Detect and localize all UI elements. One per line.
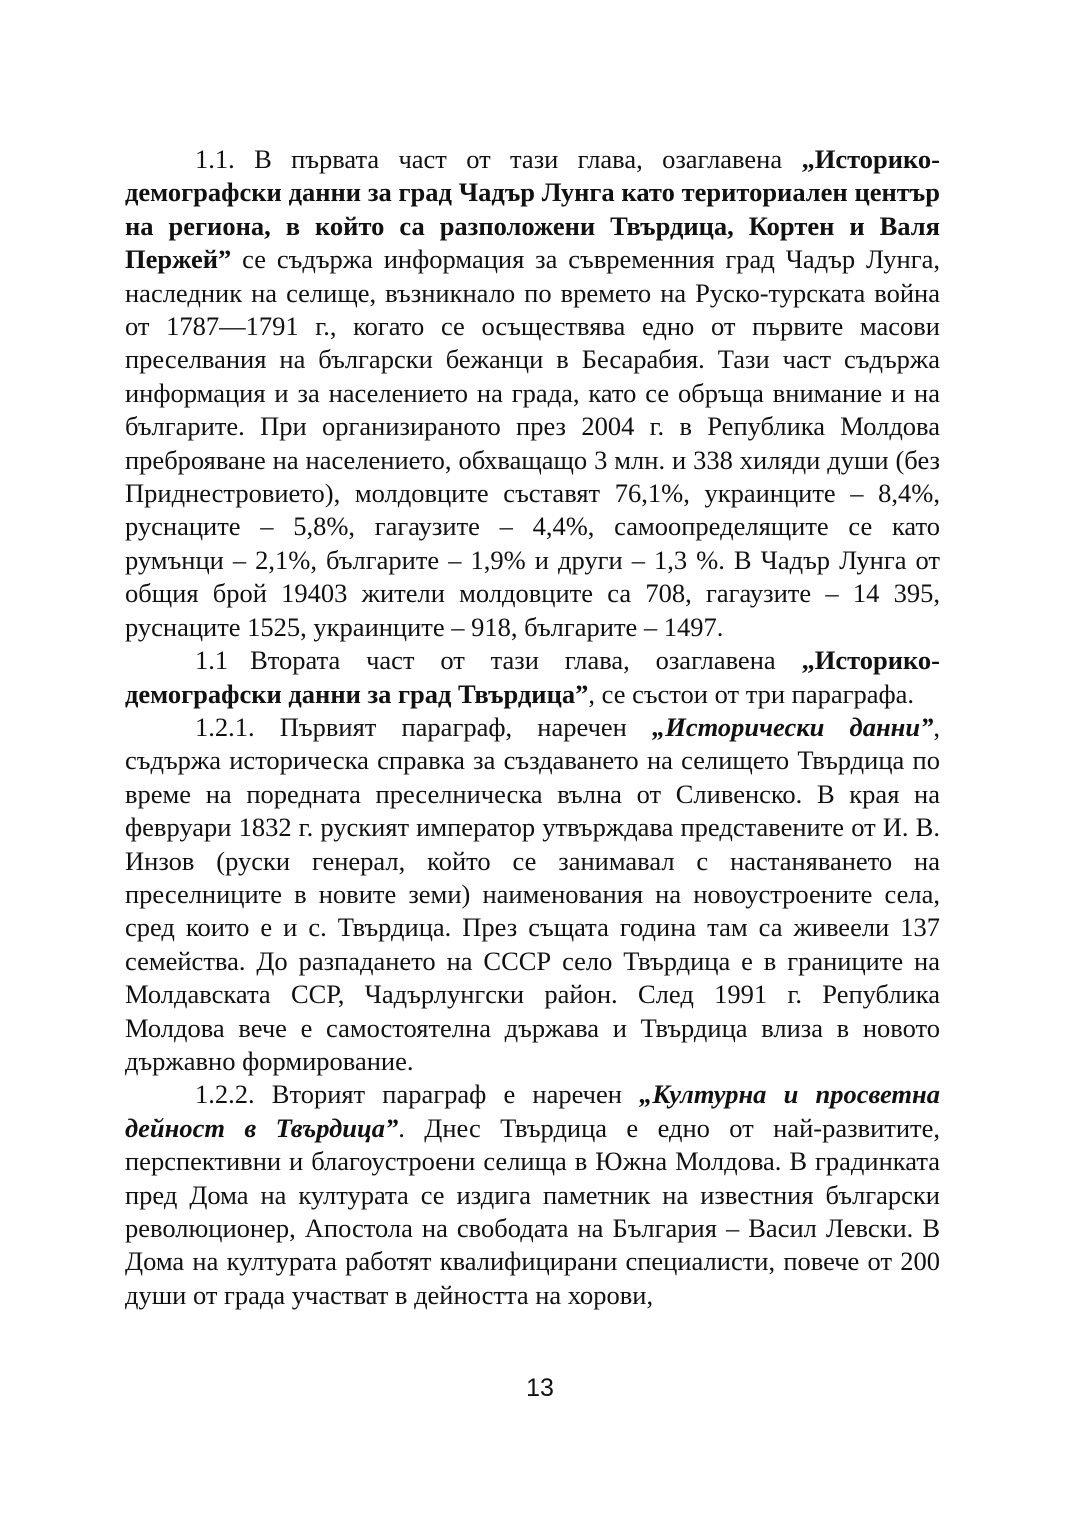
paragraph-lead: Втората част от тази глава, озаглавена (250, 645, 802, 676)
paragraph-1-1 (125, 143, 940, 644)
section-number: 1.1. (195, 144, 235, 174)
paragraph-body: , съдържа историческа справка за създаването на селището Твърдица по време на поредната преселническа вълна от Сливенско. В края на февруари 1832 г. руският император утвърждава представените от И. В. Инзов (руски генерал, който се занимавал с настаняването на преселниците в новите земи) наименования на новоустроените села, сред които е и с. Твърдица. През същата година там са живеели 137 семейства. До разпадането на СССР село Твърдица е в границите на Молдавската ССР, Чадърлунгски район. След 1991 г. Република Молдова вече е самостоятелна държава и Твърдица влиза в новото държавно формирование. (125, 711, 940, 1076)
paragraph-1-2-2 (125, 1078, 940, 1312)
paragraph-1-2 (125, 644, 940, 711)
paragraph-1-2-1 (125, 711, 940, 1078)
paragraph-body: се съдържа информация за съвременния град Чадър Лунга, наследник на селище, възникнало по времето на Руско-турската война от 1787—1791 г., когато се осъществява едно от първите масови преселвания на български бежанци в Бесарабия. Тази част съдържа информация и за населението на града, като се обръща внимание и на българите. При организираното през 2004 г. в Република Молдова преброяване на населението, обхващащо 3 млн. и 338 хиляди души (без Приднестровието), молдовците съставят 76,1%, украинците – 8,4%, руснаците – 5,8%, гагаузите – 4,4%, самоопределящите се като румънци – 2,1%, българите – 1,9% и други – 1,3 %. В Чадър Лунга от общия брой 19403 жители молдовците са 708, гагаузите – 14 395, руснаците 1525, украинците – 918, българите – 1497. (125, 244, 940, 642)
section-number: 1.2.1. (195, 711, 255, 742)
paragraph-body: . Днес Твърдица е едно от най-развитите, перспективни и благоустроени селища в Южна Молдова. В градинката пред Дома на културата се издига паметник на известния български революционер, Апостола на свободата на България – Васил Левски. В Дома на културата работят квалифицирани специалисти, повече от 200 души от града участват в дейността на хорови, (125, 1112, 940, 1310)
section-title: „Историко-демографски данни за град Чадър Лунга като териториален център на региона, в който са разположени Твърдица, Кортен и Валя Пержей” (125, 144, 940, 275)
page-number: 13 (526, 1374, 554, 1402)
section-title: „Исторически данни” (652, 711, 934, 742)
section-title: „Културна и просветна дейност в Твърдица” (125, 1079, 940, 1143)
section-number: 1.1 (195, 645, 229, 676)
paragraph-body: , се състои от три параграфа. (588, 678, 915, 709)
section-title: „Историко-демографски данни за град Твърдица” (125, 645, 940, 709)
document-body (125, 143, 940, 1312)
paragraph-lead: В първата част от тази глава, озаглавена (234, 144, 802, 174)
paragraph-lead: Вторият параграф е наречен (254, 1079, 640, 1110)
section-number: 1.2.2. (195, 1079, 255, 1110)
paragraph-lead: Първият параграф, наречен (254, 711, 653, 742)
